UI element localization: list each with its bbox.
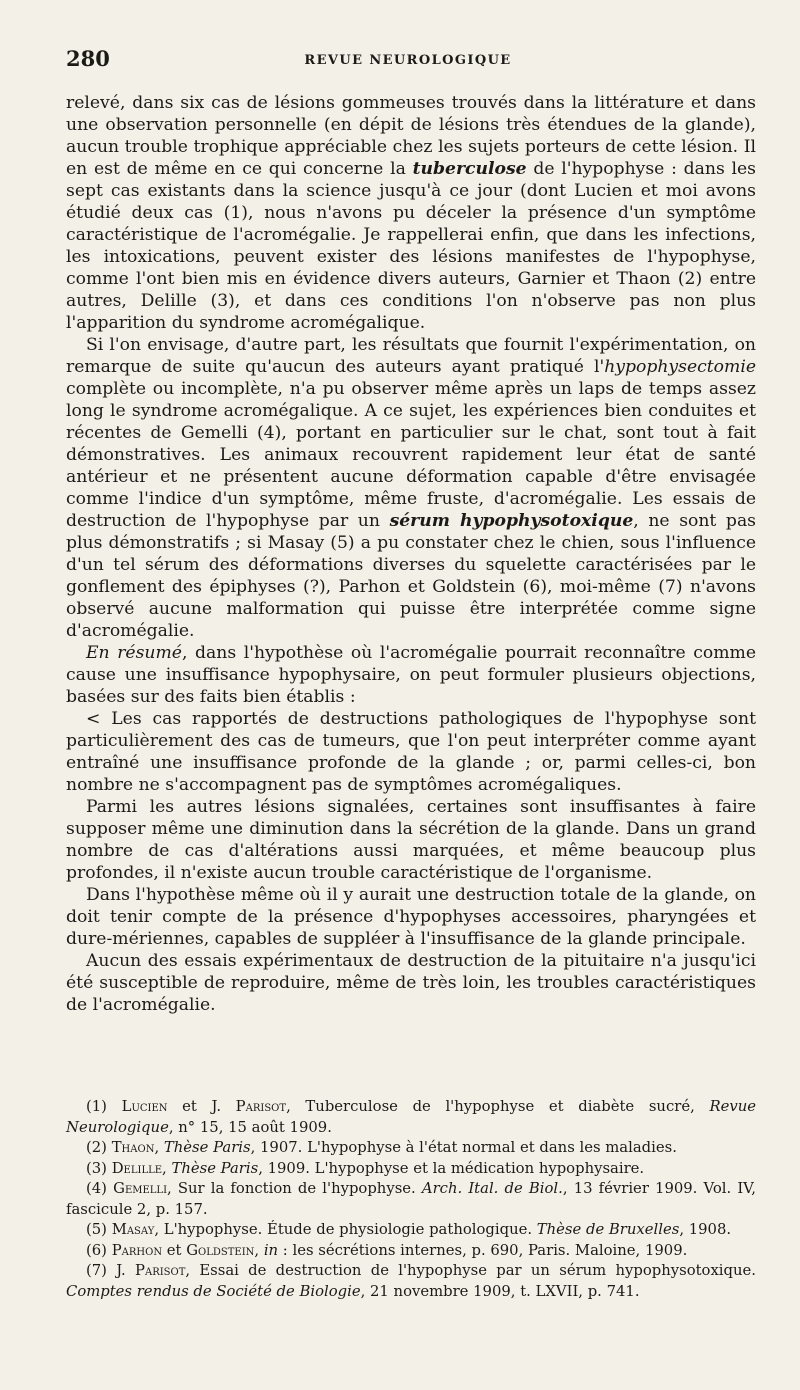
paragraph: Dans l'hypothèse même où il y aurait une destruction totale de la glande, on doit tenir compte de la présence d'hypophyses accessoires, pharyngées et dure-mériennes, capables de suppléer à l'insuffisance de la glande principale. [66,885,756,949]
paragraph: relevé, dans six cas de lésions gommeuses trouvés dans la littérature et dans une observation personnelle (en dépit de lésions très étendues de la glande), aucun trouble trophique appréciable chez les sujets porteurs de cette lésion. Il en est de même en ce qui concerne la tuberculose de l'hypophyse : dans les sept cas existants dans la science jusqu'à ce jour (dont Lucien et moi avons étudié deux cas (1), nous n'avons pu déceler la présence d'un symptôme caractéristique de l'acromégalie. Je rappellerai enfin, que dans les infections, les intoxications, peuvent exister des lésions manifestes de l'hypophyse, comme l'ont bien mis en évidence divers auteurs, Garnier et Thaon (2) entre autres, Delille (3), et dans ces conditions l'on n'observe pas non plus l'apparition du syndrome acromégalique. [66,93,756,333]
footnote: (5) Masay, L'hypophyse. Étude de physiologie pathologique. Thèse de Bruxelles, 1908. [86,1221,732,1238]
body-text [66,92,756,1016]
page-header [66,46,750,76]
paragraph: Si l'on envisage, d'autre part, les résultats que fournit l'expérimentation, on remarque de suite qu'aucun des auteurs ayant pratiqué l'hypophysectomie complète ou incomplète, n'a pu observer même après un laps de temps assez long le syndrome acromégalique. A ce sujet, les expériences bien conduites et récentes de Gemelli (4), portant en particulier sur le chat, sont tout à fait démonstratives. Les animaux recouvrent rapidement leur état de santé antérieur et ne présentent aucune déformation capable d'être envisagée comme l'indice d'un symptôme, même fruste, d'acromégalie. Les essais de destruction de l'hypophyse par un sérum hypophysotoxique, ne sont pas plus démonstratifs ; si Masay (5) a pu constater chez le chien, sous l'influence d'un tel sérum des déformations diverses du squelette caractérisées par le gonflement des épiphyses (?), Parhon et Goldstein (6), moi-même (7) n'avons observé aucune malformation qui puisse être interprétée comme signe d'acromégalie. [66,335,757,641]
footnote: (2) Thaon, Thèse Paris, 1907. L'hypophyse à l'état normal et dans les maladies. [86,1139,677,1156]
paragraph: En résumé, dans l'hypothèse où l'acromégalie pourrait reconnaître comme cause une insuffisance hypophysaire, on peut formuler plusieurs objections, basées sur des faits bien établis : [66,643,756,707]
footnote: (4) Gemelli, Sur la fonction de l'hypophyse. Arch. Ital. de Biol., 13 février 1909. Vol. IV, fascicule 2, p. 157. [66,1180,756,1218]
footnote: (7) J. Parisot, Essai de destruction de l'hypophyse par un sérum hypophysotoxique. Comptes rendus de Société de Biologie, 21 novembre 1909, t. LXVII, p. 741. [66,1262,756,1300]
footnote: (1) Lucien et J. Parisot, Tuberculose de l'hypophyse et diabète sucré, Revue Neurologique, n° 15, 15 août 1909. [66,1098,756,1136]
page-number: 280 [66,46,110,71]
paragraph: < Les cas rapportés de destructions pathologiques de l'hypophyse sont particulièrement des cas de tumeurs, que l'on peut interpréter comme ayant entraîné une insuffisance profonde de la glande ; or, parmi celles-ci, bon nombre ne s'accompagnent pas de symptômes acromégaliques. [66,709,756,795]
running-title: REVUE NEUROLOGIQUE [304,53,512,68]
footnote: (3) Delille, Thèse Paris, 1909. L'hypophyse et la médication hypophysaire. [86,1159,645,1177]
footnotes [66,1097,756,1302]
paragraph: Aucun des essais expérimentaux de destruction de la pituitaire n'a jusqu'ici été susceptible de reproduire, même de très loin, les troubles caractéristiques de l'acromégalie. [66,951,756,1015]
paragraph: Parmi les autres lésions signalées, certaines sont insuffisantes à faire supposer même une diminution dans la sécrétion de la glande. Dans un grand nombre de cas d'altérations aussi marquées, et même beaucoup plus profondes, il n'existe aucun trouble caractéristique de l'organisme. [66,797,756,883]
footnote: (6) Parhon et Goldstein, in : les sécrétions internes, p. 690, Paris. Maloine, 1909. [86,1241,688,1259]
